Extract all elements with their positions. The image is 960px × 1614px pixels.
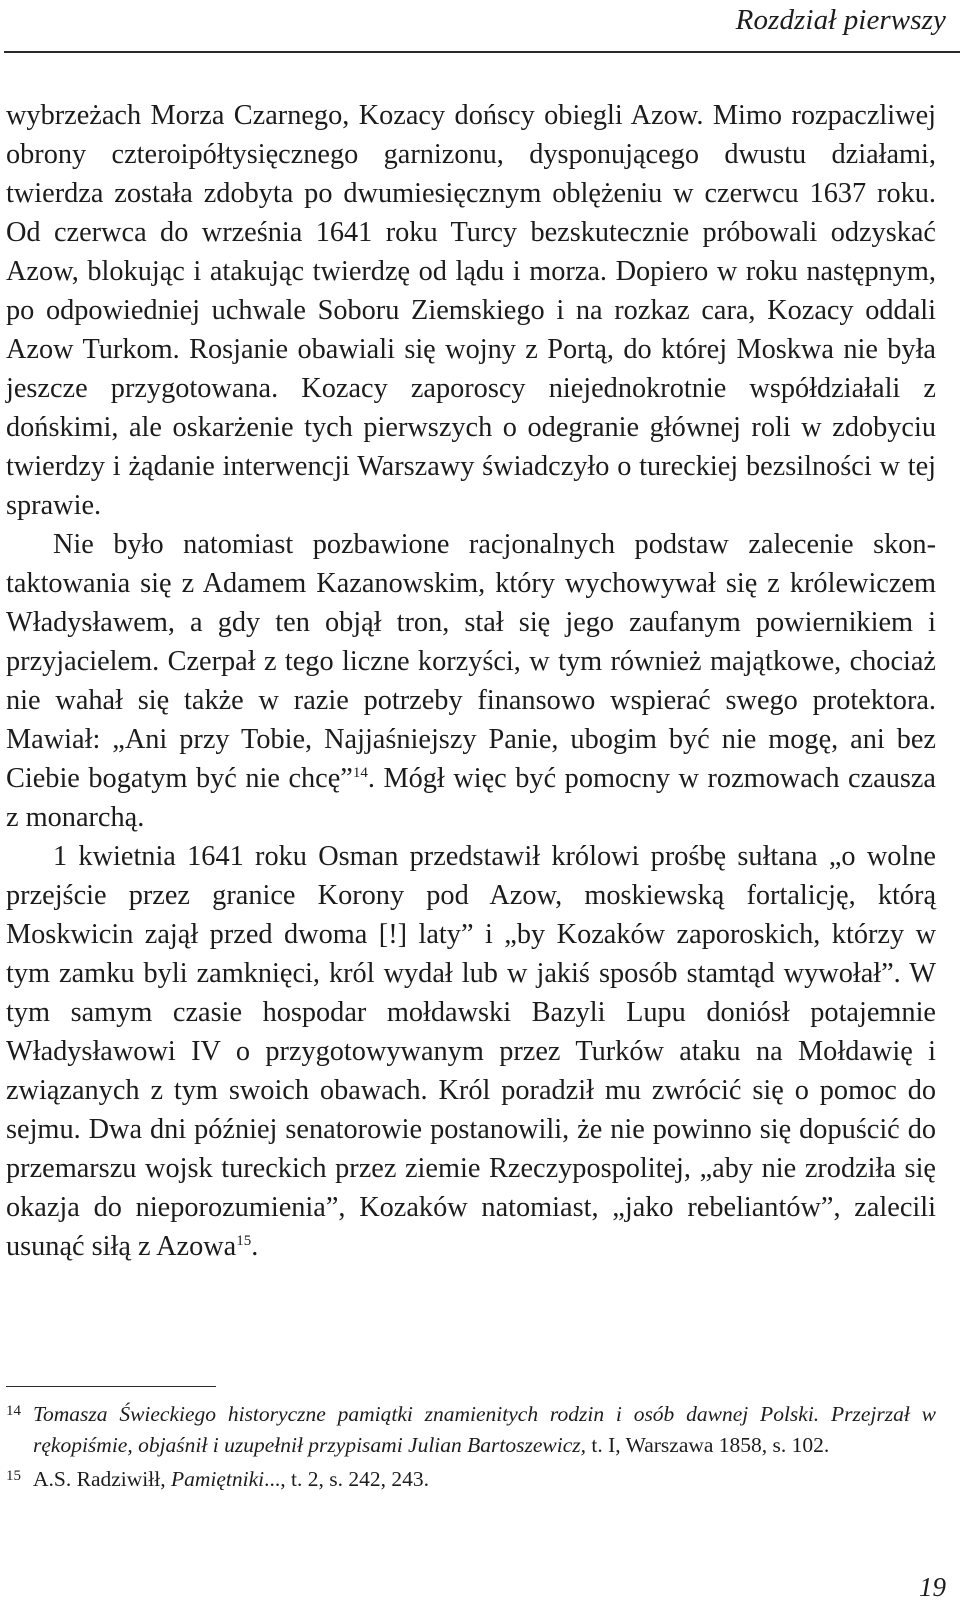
footnote-text: t. I, Warszawa 1858, s. 102. <box>586 1432 830 1457</box>
paragraph-2 <box>6 525 936 837</box>
paragraph-3 <box>6 837 936 1266</box>
header-rule <box>4 51 960 53</box>
footnote-14 <box>6 1399 936 1460</box>
footnote-title: Pamiętniki <box>170 1467 265 1491</box>
footnote-number: 14 <box>6 1403 21 1419</box>
footnote-ref-15[interactable]: 15 <box>236 1233 252 1249</box>
paragraph-3-text-b: . <box>251 1231 259 1262</box>
paragraph-3-text-a: 1 kwietnia 1641 roku Osman przedstawił królowi prośbę sułtana „o wolne przejście przez granice Korony pod Azow, moskiewską fortalicję, którą Moskwicin zajął przed dwoma [!] laty” i „by Kozaków zaporoskich, którzy w tym zamku byli zamknięci, król wydał lub w jakiś sposób stamtąd wywołał”. W tym samym czasie hospodar mołdawski Bazyli Lupu doniósł potajemnie Władysławowi IV o przygotowywanym przez Turków ataku na Mołdawię i związanych z tym swoich obawach. Król poradził mu zwrócić się o pomoc do sejmu. Dwa dni później senatorowie postanowili, że nie powinno się dopuścić do przemarszu wojsk tureckich przez ziemie Rzeczypospolitej, „aby nie zrodziła się okazja do nieporozumienia”, Kozaków natomiast, „jako rebeliantów”, zalecili usunąć siłą z Azowa <box>6 841 936 1262</box>
paragraph-2-text-a: Nie było natomiast pozbawione racjonalnych podstaw zalecenie skontaktowania się z Adamem Kazanowskim, który wychowywał się z królewiczem Władysławem, a gdy ten objął tron, stał się jego zaufanym powiernikiem i przyjacielem. Czerpał z tego liczne korzyści, w tym również majątkowe, chociaż nie wahał się także w razie potrzeby finansowo wspierać swego protektora. Mawiał: „Ani przy Tobie, Najjaśniejszy Panie, ubogim być nie mogę, ani bez Ciebie bogatym być nie chcę” <box>6 529 936 794</box>
footnote-number: 15 <box>6 1468 21 1484</box>
main-text <box>6 96 936 1266</box>
footnote-text: ..., t. 2, s. 242, 243. <box>264 1467 429 1491</box>
running-title: Rozdział pierwszy <box>735 4 946 36</box>
page-number: 19 <box>919 1572 946 1602</box>
paragraph-2-text-b: . Mógł więc być pomocny w rozmowach czausza z monarchą. <box>6 763 936 833</box>
footnote-15 <box>6 1464 936 1495</box>
footnote-rule <box>6 1386 216 1387</box>
footnote-ref-14[interactable]: 14 <box>352 765 368 781</box>
footnote-text: A.S. Radziwiłł, <box>33 1467 171 1491</box>
paragraph-1: wybrzeżach Morza Czarnego, Kozacy dońscy obiegli Azow. Mimo rozpaczliwej obrony czteroipółtysięcznego garnizonu, dysponującego dwustu działami, twierdza została zdobyta po dwumiesięcznym oblężeniu w czerwcu 1637 roku. Od czerwca do września 1641 roku Turcy bezskutecznie próbowali odzyskać Azow, blokując i atakując twierdzę od lądu i morza. Dopiero w roku następnym, po odpowiedniej uchwale Soboru Ziemskiego i na rozkaz cara, Kozacy oddali Azow Turkom. Rosjanie obawiali się wojny z Portą, do której Moskwa nie była jeszcze przygotowana. Kozacy zaporoscy niejednokrotnie współdziałali z dońskimi, ale oskarżenie tych pierwszych o odegranie głównej roli w zdobyciu twierdzy i żądanie interwencji Warszawy świadczyło o tureckiej bezsilności w tej sprawie. <box>6 100 936 521</box>
footnote-title: Tomasza Świeckiego historyczne pamiątki znamienitych rodzin i osób dawnej Polski. Przejrzał w rękopiśmie, objaśnił i uzupełnił przypisami Julian Bartoszewicz, <box>33 1402 936 1457</box>
running-head <box>0 0 960 62</box>
footnotes <box>6 1386 936 1499</box>
